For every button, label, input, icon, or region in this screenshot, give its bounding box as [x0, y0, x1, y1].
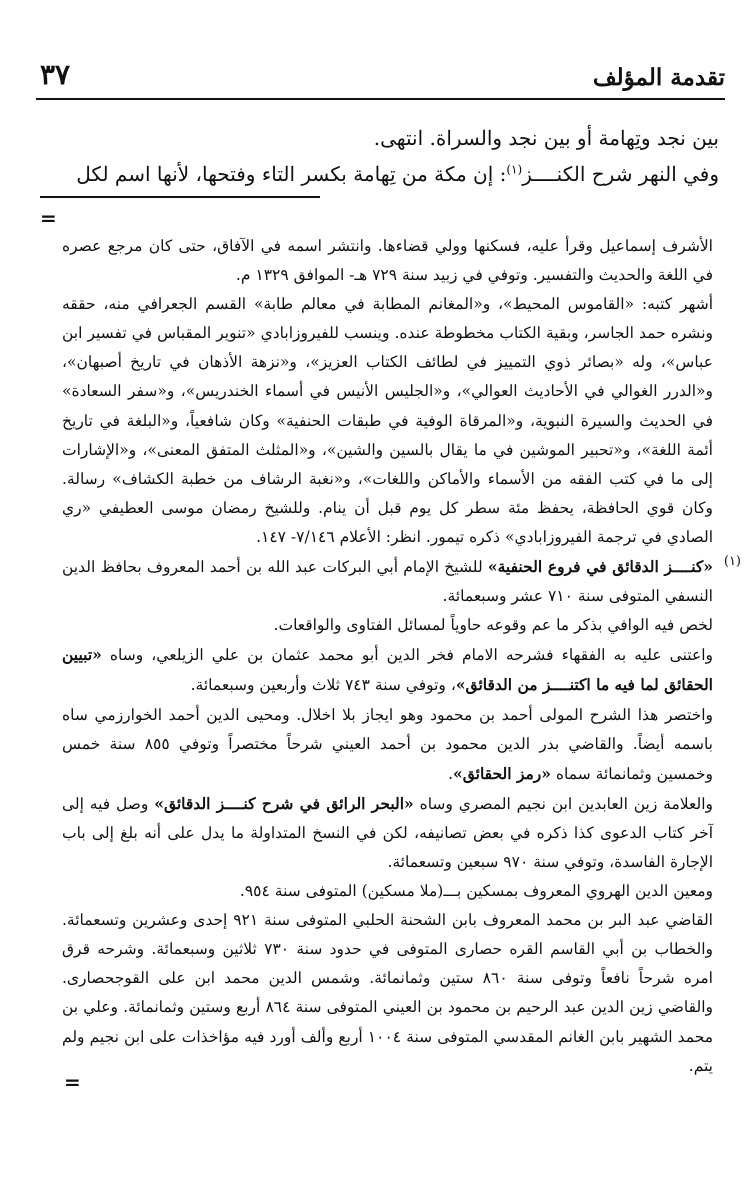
note-paragraph-5 — [62, 640, 713, 700]
note-paragraph-6-end: . — [448, 764, 454, 783]
footnote-number: (١) — [723, 554, 741, 570]
note-paragraph-8: ومعين الدين الهروي المعروف بمسكين بـــ(ملا مسكين) المتوفى سنة ٩٥٤. — [239, 882, 713, 901]
note-paragraph-7-end: وصل فيه إلى آخر كتاب الدعوى كذا ذكره في بعض تصانيفه، لكن في النسخ المتداولة ما يدل على أنه بلغ إلى باب الإجارة الفاسدة، وتوفي سنة ٩٧٠ سبعين وتسعمائة. — [62, 794, 713, 871]
note-paragraph-6-start: واختصر هذا الشرح المولى أحمد بن محمود وهو ايجاز بلا اخلال. ومحيى الدين أحمد الخوارزمي ساه باسمه أيضاً. والقاضي بدر الدين محمود بن أحمد العيني شرحاً مختصراً وتوفي ٨٥٥ سنة خمس وخمسين وثمانمائة سماه — [62, 705, 713, 783]
page-number: ٣٧ — [40, 58, 71, 91]
note-title-ramz: «رمز الحقائق» — [453, 763, 551, 783]
end-marker: = — [64, 1070, 81, 1094]
note-paragraph-9: القاضي عبد البر بن محمد المعروف بابن الشحنة الحلبي المتوفى سنة ٩٢١ إحدى وعشرين وتسعمائة. والخطاب بن أبي القاسم القره حصارى المتوفى في حدود سنة ٧٣٠ ثلاثين وسبعمائة. وشرحه قرق امره شرحاً نافعاً وتوفى سنة ٨٦٠ ستين وثمانمائة. وشمس الدين محمد ابن على القوجحصارى. والقاضي زين الدين عبد الرحيم بن محمود بن العيني المتوفى سنة ٨٦٤ أربع وستين وثمانمائة. وعلي بن محمد الشهير بابن الغانم المقدسي المتوفى سنة ١٠٠٤ أربع وألف أورد فيه مؤاخذات على ابن نجيم ولم يتم. — [62, 911, 714, 1075]
note-paragraph-7 — [62, 789, 713, 877]
main-line-2 — [60, 156, 719, 192]
main-text — [60, 120, 719, 192]
note-paragraph-3-text: للشيخ الإمام أبي البركات عبد الله بن أحمد المعروف بحافظ الدين النسفي المتوفى سنة ٧١٠ عشر وسبعمائة. — [62, 558, 713, 606]
note-paragraph-4: لخص فيه الوافي بذكر ما عم وقوعه حاوياً لمسائل الفتاوى والواقعات. — [273, 616, 713, 635]
note-paragraph-3 — [62, 552, 741, 611]
note-paragraph-1: الأشرف إسماعيل وقرأ عليه، فسكنها وولي قضاءها. وانتشر اسمه في الآفاق، حتى كان مرجع عصره في اللغة والحديث والتفسير. وتوفي في زبيد سنة ٧٢٩ هـ- الموافق ١٣٢٩ م. — [62, 237, 713, 285]
note-title-tabyin: «تبيين الحقائق لما فيه ما اكتنــــز من الدقائق» — [62, 645, 713, 695]
note-title-kanz: «كنــــز الدقائق في فروع الحنفية» — [487, 557, 713, 577]
note-paragraph-6 — [62, 701, 713, 789]
main-line-1: بين نجد وتِهامة أو بين نجد والسراة. انتهى. — [373, 126, 719, 150]
footnote-reference: (١) — [506, 162, 523, 177]
note-paragraph-2: أشهر كتبه: «القاموس المحيط»، و«المغانم المطابة في معالم طابة» القسم الجعرافي منه، حققه ونشره حمد الجاسر، وبقية الكتاب مخطوطة عنده. وينسب للفيروزابادي «تنوير المقباس في تفسير ابن عباس»، وله «بصائر ذوي التمييز في لطائف الكتاب العزيز»، و«نزهة الأذهان في تاريخ أصبهان»، و«الدرر الغوالي في الأحاديث العوالي»، و«الجليس الأنيس في أسماء الخندريس»، و«سفر السعادة» في الحديث والسيرة النبوية، و«المرقاة الوفية في طبقات الحنفية» وكان شافعياً، و«البلغة في تاريخ أئمة اللغة»، و«تحبير الموشين في ما يقال بالسين والشين»، و«المثلث المتفق المعنى»، و«الإشارات إلى ما في كتب الفقه من الأسماء والأماكن واللغات»، و«نغبة الرشاف من خطبة الكشاف» رسالة. وكان قوي الحافظة، يحفظ مئة سطر كل يوم قبل أن ينام. وللشيخ رمضان موسى العطيفي «ري الصادي في ترجمة الفيروزابادي» ذكره تيمور. انظر: الأعلام ٧/١٤٦- ١٤٧. — [62, 295, 713, 546]
running-title: تقدمة المؤلف — [592, 64, 725, 91]
footnotes — [62, 232, 741, 1081]
main-line-2-end: : إن مكة من تِهامة بكسر التاء وفتحها، لأنها اسم لكل — [76, 162, 507, 186]
continuation-marker: = — [40, 206, 57, 230]
note-paragraph-5-start: واعتنى عليه به الفقهاء فشرحه الامام فخر الدين أبو محمد عثمان بن علي الزيلعي، وساه — [101, 646, 713, 665]
note-title-bahr: «البحر الرائق في شرح كنــــز الدقائق» — [154, 793, 414, 813]
page-header — [36, 58, 725, 100]
note-paragraph-5-end: ، وتوفي سنة ٧٤٣ ثلاث وأربعين وسبعمائة. — [190, 676, 456, 695]
note-paragraph-7-start: والعلامة زين العابدين ابن نجيم المصري وساه — [413, 794, 713, 813]
main-line-2-start: وفي النهر شرح الكنــــز — [522, 162, 719, 186]
footnote-separator — [40, 196, 320, 198]
